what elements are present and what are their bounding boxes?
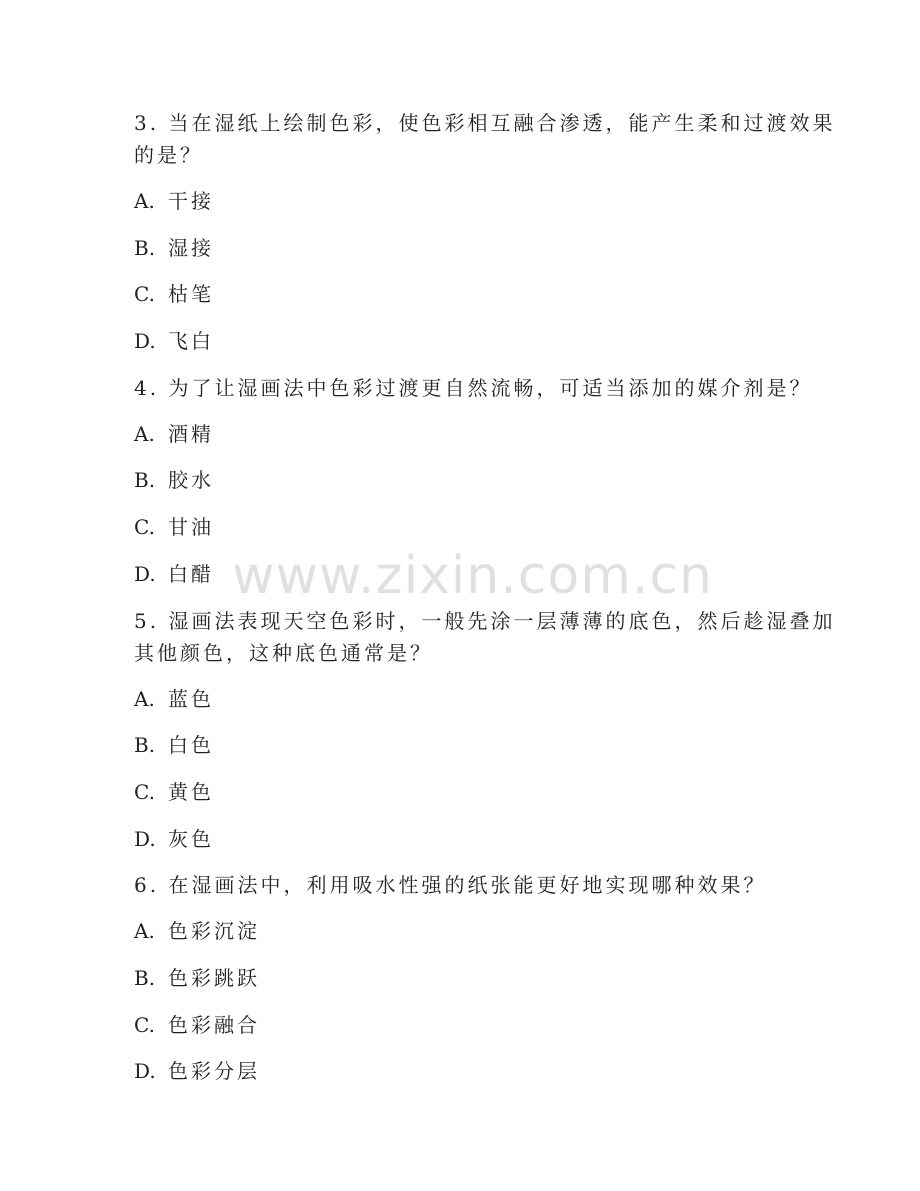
option-letter: A. xyxy=(134,189,155,213)
option-text: 湿接 xyxy=(168,235,214,260)
question-6 xyxy=(134,869,794,1087)
option-text: 色彩跳跃 xyxy=(168,965,260,990)
option-letter: D. xyxy=(134,1059,156,1084)
option-text: 飞白 xyxy=(168,329,214,354)
option-letter: A. xyxy=(134,686,155,711)
option-text: 色彩分层 xyxy=(168,1059,260,1084)
option-text: 色彩融合 xyxy=(168,1012,260,1037)
option-letter: B. xyxy=(134,468,156,493)
question-3-option-b xyxy=(134,232,794,264)
question-5-option-d xyxy=(134,823,794,855)
option-letter: D. xyxy=(134,561,156,586)
question-5-option-c xyxy=(134,776,794,808)
option-letter: B. xyxy=(134,235,156,260)
option-text: 酒精 xyxy=(168,421,214,446)
question-6-line-1: 6. 在湿画法中，利用吸水性强的纸张能更好地实现哪种效果？ xyxy=(134,873,767,898)
option-text: 灰色 xyxy=(168,826,214,851)
option-text: 白醋 xyxy=(168,561,214,586)
question-6-option-d xyxy=(134,1055,794,1087)
question-4-option-c xyxy=(134,511,794,543)
question-3-line-2: 的是？ xyxy=(134,143,203,167)
option-letter: C. xyxy=(134,515,155,540)
option-letter: A. xyxy=(134,421,155,446)
question-4-option-a xyxy=(134,418,794,450)
question-5-option-b xyxy=(134,729,794,761)
question-5 xyxy=(134,605,836,855)
option-text: 枯笔 xyxy=(168,282,214,307)
option-text: 色彩沉淀 xyxy=(168,919,260,944)
option-letter: C. xyxy=(134,282,155,307)
option-text: 甘油 xyxy=(168,515,214,540)
option-text: 胶水 xyxy=(168,468,214,493)
question-3 xyxy=(134,107,836,357)
option-letter: C. xyxy=(134,1012,155,1037)
question-5-line-2: 其他颜色，这种底色通常是？ xyxy=(134,640,433,665)
option-text: 白色 xyxy=(168,733,214,758)
question-3-option-a xyxy=(134,185,794,217)
question-4-option-b xyxy=(134,464,794,496)
option-letter: B. xyxy=(134,733,156,758)
question-6-option-b xyxy=(134,962,794,994)
option-text: 黄色 xyxy=(168,779,214,804)
question-4-line-1: 4. 为了让湿画法中色彩过渡更自然流畅，可适当添加的媒介剂是？ xyxy=(134,375,813,400)
watermark: www.zixin.com.cn xyxy=(232,546,713,606)
question-5-option-a xyxy=(134,683,794,715)
option-text: 干接 xyxy=(168,189,214,213)
question-3-line-1: 3. 当在湿纸上绘制色彩，使色彩相互融合渗透，能产生柔和过渡效果 xyxy=(134,111,836,135)
question-6-option-c xyxy=(134,1009,794,1041)
option-text: 蓝色 xyxy=(168,686,214,711)
question-5-line-1: 5. 湿画法表现天空色彩时，一般先涂一层薄薄的底色，然后趁湿叠加 xyxy=(134,608,836,633)
question-3-option-c xyxy=(134,278,794,310)
option-letter: B. xyxy=(134,965,156,990)
option-letter: A. xyxy=(134,919,155,944)
question-3-option-d xyxy=(134,325,794,357)
question-6-option-a xyxy=(134,915,794,947)
option-letter: D. xyxy=(134,826,156,851)
option-letter: D. xyxy=(134,329,156,354)
option-letter: C. xyxy=(134,779,155,804)
